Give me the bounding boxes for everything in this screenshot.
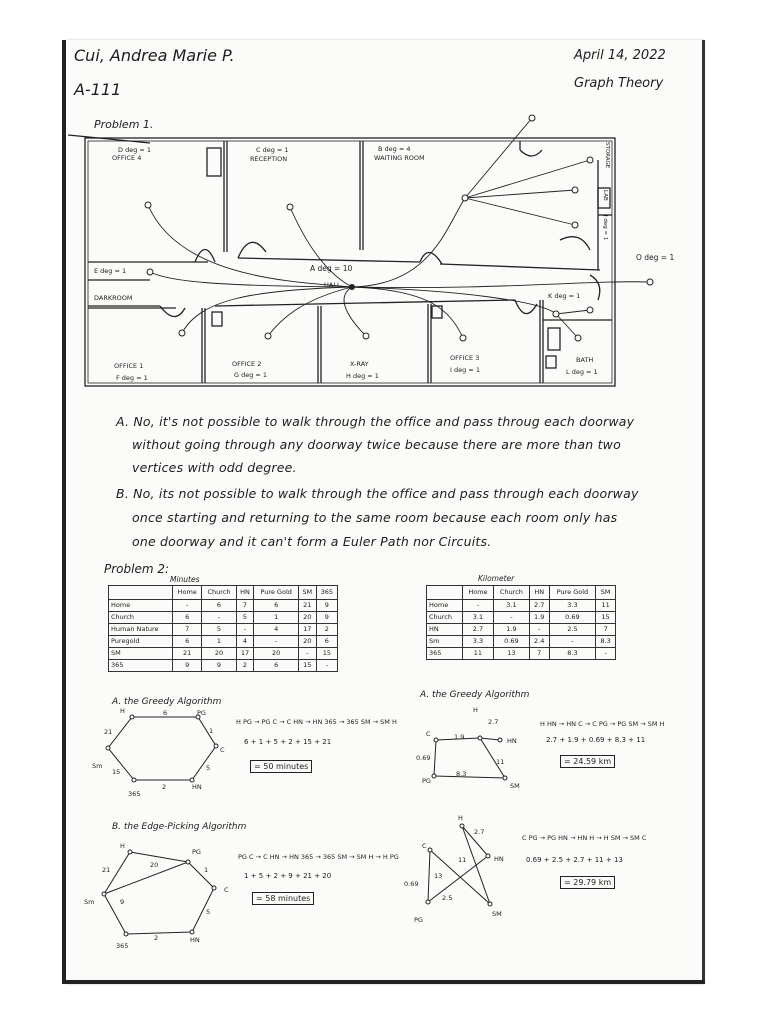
ek-weight-h-hn: 2.7 [474, 828, 485, 836]
hall-label: HALL [324, 281, 341, 289]
ek-node-c: C [422, 842, 427, 850]
table-cell: 11 [462, 648, 493, 660]
section-code: A-111 [74, 80, 122, 99]
table-cell: Home [462, 586, 493, 600]
gm-weight-sm-h: 21 [104, 728, 113, 736]
table-cell: SM [596, 586, 616, 600]
table-cell: 6 [172, 612, 201, 624]
office3-label: OFFICE 3 [450, 354, 480, 362]
table-cell: 15 [298, 660, 316, 672]
answer-a-line3: vertices with odd degree. [132, 460, 297, 475]
gm-node-h: H [120, 707, 125, 715]
table-cell: 17 [298, 624, 316, 636]
em-node-365: 365 [116, 942, 129, 950]
table-cell: 21 [172, 648, 201, 660]
table-cell: - [298, 648, 316, 660]
em-weight-c-hn: 5 [206, 908, 211, 916]
ek-weight-pg-hn: 2.5 [442, 894, 453, 902]
waiting-degree: B deg = 4 [378, 145, 411, 153]
em-node-h: H [120, 842, 125, 850]
em-weight-hn-365: 2 [154, 934, 159, 942]
table-cell: 2.7 [529, 600, 549, 612]
gk-node-h: H [473, 706, 478, 714]
gk-path: H HN → HN C → C PG → PG SM → SM H [540, 720, 665, 728]
em-node-hn: HN [190, 936, 200, 944]
answer-b-line1: B. No, its not possible to walk through the office and pass through each doorway [116, 486, 639, 501]
table-cell: - [316, 660, 337, 672]
table-cell: 7 [172, 624, 201, 636]
k-degree: K deg = 1 [548, 292, 581, 300]
ek-node-hn: HN [494, 855, 504, 863]
table-cell: 1 [202, 636, 236, 648]
em-weight-pg-c: 1 [204, 866, 209, 874]
table-cell: 1 [254, 612, 298, 624]
table-cell: - [202, 612, 236, 624]
gm-result: = 50 minutes [250, 760, 312, 773]
gk-node-sm: SM [510, 782, 520, 790]
table-cell: HN [529, 586, 549, 600]
table-cell: 3.3 [462, 636, 493, 648]
bath-label: BATH [576, 356, 594, 364]
table-cell: 9 [172, 660, 201, 672]
table-cell: 21 [298, 600, 316, 612]
gk-result: = 24.59 km [560, 755, 615, 768]
answer-b-line3: one doorway and it can't form a Euler Path nor Circuits. [132, 534, 492, 549]
table-cell: 15 [316, 648, 337, 660]
answer-a-line2: without going through any doorway twice because there are more than two [132, 437, 621, 452]
table-cell: 6 [254, 660, 298, 672]
gm-weight-c-hn: 5 [206, 764, 211, 772]
em-node-pg: PG [192, 848, 201, 856]
hall-degree: A deg = 10 [310, 264, 353, 273]
ek-path: C PG → PG HN → HN H → H SM → SM C [522, 834, 647, 842]
table-cell: 7 [529, 648, 549, 660]
ek-sum: 0.69 + 2.5 + 2.7 + 11 + 13 [526, 856, 623, 864]
table-cell: Church [202, 586, 236, 600]
em-result: = 58 minutes [252, 892, 314, 905]
darkroom-label: DARKROOM [94, 294, 133, 302]
table-cell: - [172, 600, 201, 612]
office2-degree: G deg = 1 [234, 371, 268, 379]
e-degree: E deg = 1 [94, 267, 127, 275]
table-cell: - [529, 624, 549, 636]
office2-label: OFFICE 2 [232, 360, 262, 368]
table-cell: 9 [202, 660, 236, 672]
office3-degree: I deg = 1 [450, 366, 480, 374]
gk-weight-c-hn: 1.9 [454, 733, 465, 741]
office1-degree: F deg = 1 [116, 374, 148, 382]
table-cell: 365 [109, 660, 173, 672]
table-cell: 4 [254, 624, 298, 636]
em-sum: 1 + 5 + 2 + 9 + 21 + 20 [244, 872, 332, 880]
table-cell: 3.1 [493, 600, 529, 612]
student-name: Cui, Andrea Marie P. [74, 46, 235, 65]
ek-node-pg: PG [414, 916, 423, 924]
table-cell: 2 [236, 660, 254, 672]
answer-a-line1: A. No, it's not possible to walk through the office and pass throug each doorway [116, 414, 635, 429]
table-cell: HN [427, 624, 463, 636]
waiting-label: WAITING ROOM [374, 154, 425, 162]
table-cell: 6 [202, 600, 236, 612]
table-cell: - [493, 612, 529, 624]
table-cell: 4 [236, 636, 254, 648]
table-cell: 7 [596, 624, 616, 636]
ek-weight-h-sm: 11 [458, 856, 467, 864]
reception-degree: C deg = 1 [256, 146, 289, 154]
table-cell: 3.1 [462, 612, 493, 624]
table-cell: 20 [254, 648, 298, 660]
table-cell: Church [427, 612, 463, 624]
table-cell: 5 [202, 624, 236, 636]
office4-label: OFFICE 4 [112, 154, 142, 162]
table-cell: 9 [316, 600, 337, 612]
table-cell: 2.5 [549, 624, 596, 636]
table-cell: - [254, 636, 298, 648]
table-cell: Pure Gold [254, 586, 298, 600]
table-cell: 1.9 [493, 624, 529, 636]
table-cell: 0.69 [493, 636, 529, 648]
gk-node-c: C [426, 730, 431, 738]
table-cell: Sm [427, 636, 463, 648]
table-cell: 20 [202, 648, 236, 660]
table-cell: 1.9 [529, 612, 549, 624]
date: April 14, 2022 [574, 48, 666, 63]
table-cell: 2 [316, 624, 337, 636]
storage-label: STORAGE [604, 142, 610, 169]
em-path: PG C → C HN → HN 365 → 365 SM → SM H → H PG [238, 853, 399, 861]
lab-label: LAB [602, 190, 608, 201]
xray-label: X-RAY [350, 360, 369, 368]
gm-weight-h-pg: 6 [163, 709, 168, 717]
table-cell: 8.3 [596, 636, 616, 648]
table-cell: 8.3 [549, 648, 596, 660]
table-cell: - [549, 636, 596, 648]
problem1-title: Problem 1. [94, 118, 154, 131]
em-node-sm: Sm [84, 898, 95, 906]
em-weight-sm-pg: 20 [150, 861, 159, 869]
bath-degree: L deg = 1 [566, 368, 598, 376]
table-cell: 5 [236, 612, 254, 624]
gm-sum: 6 + 1 + 5 + 2 + 15 + 21 [244, 738, 332, 746]
gk-node-pg: PG [422, 777, 431, 785]
table-cell: SM [298, 586, 316, 600]
table-cell: 3.3 [549, 600, 596, 612]
table-cell: Church [493, 586, 529, 600]
xray-degree: H deg = 1 [346, 372, 379, 380]
table-cell: 20 [298, 636, 316, 648]
gk-weight-h-sm: 11 [496, 758, 505, 766]
minutes-caption: Minutes [170, 575, 200, 584]
ek-result: = 29.79 km [560, 876, 615, 889]
gm-path: H PG → PG C → C HN → HN 365 → 365 SM → SM H [236, 718, 397, 726]
gm-node-c: C [220, 746, 225, 754]
table-cell: 365 [427, 648, 463, 660]
ek-node-h: H [458, 814, 463, 822]
table-cell: Home [172, 586, 201, 600]
table-cell: Home [427, 600, 463, 612]
table-cell: 7 [236, 600, 254, 612]
table-cell: 11 [596, 600, 616, 612]
table-cell: 0.69 [549, 612, 596, 624]
gk-node-hn: HN [507, 737, 517, 745]
ek-node-sm: SM [492, 910, 502, 918]
table-cell: 365 [316, 586, 337, 600]
gk-weight-h-hn: 2.7 [488, 718, 499, 726]
table-cell: 13 [493, 648, 529, 660]
table-cell: 17 [236, 648, 254, 660]
table-cell: SM [109, 648, 173, 660]
office1-label: OFFICE 1 [114, 362, 144, 370]
table-cell: - [596, 648, 616, 660]
gm-node-pg: PG [197, 709, 206, 717]
gm-weight-hn-365: 2 [162, 783, 167, 791]
o-degree: O deg = 1 [636, 253, 675, 262]
em-node-c: C [224, 886, 229, 894]
ek-weight-c-sm: 13 [434, 872, 443, 880]
gm-node-365: 365 [128, 790, 141, 798]
subject: Graph Theory [574, 76, 664, 91]
gm-node-sm: Sm [92, 762, 103, 770]
table-cell: 2.7 [462, 624, 493, 636]
em-weight-sm-h: 21 [102, 866, 111, 874]
table-cell: Church [109, 612, 173, 624]
gm-weight-365-sm: 15 [112, 768, 121, 776]
ek-weight-c-pg: 0.69 [404, 880, 419, 888]
table-cell: 2.4 [529, 636, 549, 648]
reception-label: RECEPTION [250, 155, 288, 163]
em-weight-365-sm: 9 [120, 898, 125, 906]
table-cell: Human Nature [109, 624, 173, 636]
table-cell: 15 [596, 612, 616, 624]
table-cell: Home [109, 600, 173, 612]
edge-minutes-title: B. the Edge-Picking Algorithm [112, 822, 247, 832]
greedy-km-title: A. the Greedy Algorithm [420, 690, 530, 700]
greedy-minutes-title: A. the Greedy Algorithm [112, 697, 222, 707]
table-cell: HN [236, 586, 254, 600]
table-cell: Puregold [109, 636, 173, 648]
table-cell: 20 [298, 612, 316, 624]
office4-degree: D deg = 1 [118, 146, 152, 154]
table-cell: 6 [172, 636, 201, 648]
answer-b-line2: once starting and returning to the same room because each room only has [132, 510, 618, 525]
table-cell: - [462, 600, 493, 612]
gk-sum: 2.7 + 1.9 + 0.69 + 8.3 + 11 [546, 736, 646, 744]
table-cell: Pure Gold [549, 586, 596, 600]
table-cell: 9 [316, 612, 337, 624]
j-degree: J deg = 1 [602, 215, 608, 241]
gk-weight-pg-sm: 8.3 [456, 770, 467, 778]
km-caption: Kilometer [478, 574, 515, 583]
table-cell: - [236, 624, 254, 636]
gk-weight-c-pg: 0.69 [416, 754, 431, 762]
table-cell: 6 [316, 636, 337, 648]
problem2-title: Problem 2: [104, 562, 170, 576]
gm-node-hn: HN [192, 783, 202, 791]
table-cell: 6 [254, 600, 298, 612]
gm-weight-pg-c: 1 [209, 727, 214, 735]
